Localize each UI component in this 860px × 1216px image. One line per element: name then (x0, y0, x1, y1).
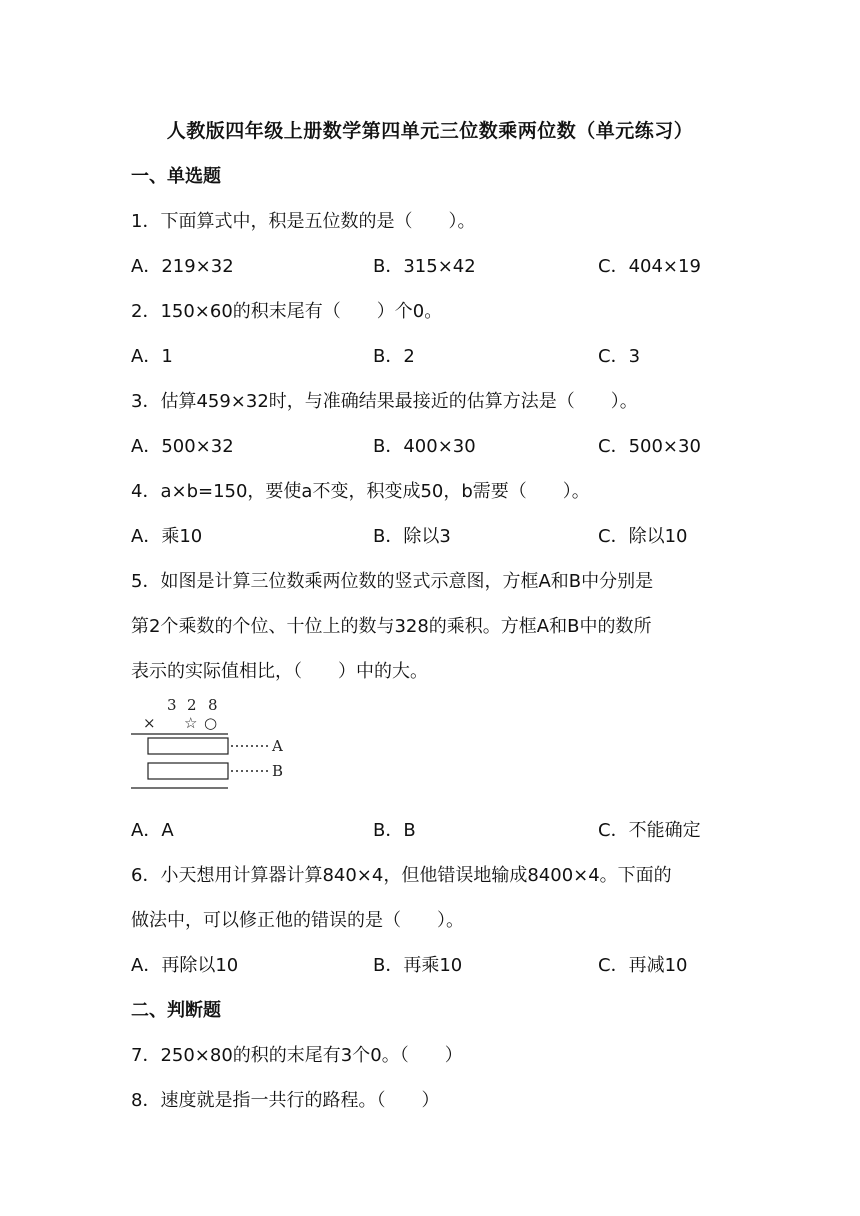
option-a[interactable]: A．219×32 (131, 256, 234, 277)
option-c[interactable]: C．不能确定 (598, 820, 701, 841)
question-6-line-1: 6．小天想用计算器计算840×4，但他错误地输成8400×4。下面的 (131, 865, 672, 886)
digit-2: 2 (187, 696, 197, 714)
option-a[interactable]: A．A (131, 820, 174, 841)
box-b (148, 763, 228, 779)
times-sign: × (143, 714, 156, 732)
option-c[interactable]: C．再减10 (598, 955, 688, 976)
section-heading-single-choice: 一、单选题 (131, 166, 221, 187)
star-icon: ☆ (184, 714, 198, 732)
option-b[interactable]: B．除以3 (373, 526, 451, 547)
question-5-line-3: 表示的实际值相比，（ ）中的大。 (131, 661, 428, 682)
option-a[interactable]: A．1 (131, 346, 173, 367)
question-5-line-1: 5．如图是计算三位数乘两位数的竖式示意图，方框A和B中分别是 (131, 571, 654, 592)
option-b[interactable]: B．B (373, 820, 416, 841)
label-b: B (272, 762, 284, 780)
question-5-line-2: 第2个乘数的个位、十位上的数与328的乘积。方框A和B中的数所 (131, 616, 652, 637)
option-c[interactable]: C．500×30 (598, 436, 701, 457)
question-1: 1．下面算式中，积是五位数的是（ ）。 (131, 211, 476, 232)
question-7: 7．250×80的积的末尾有3个0。（ ） (131, 1045, 463, 1066)
question-6-line-2: 做法中，可以修正他的错误的是（ ）。 (131, 910, 464, 931)
question-4-options (131, 522, 771, 548)
digit-3: 3 (167, 696, 177, 714)
question-6-options (131, 951, 771, 977)
question-8: 8．速度就是指一共行的路程。（ ） (131, 1090, 440, 1111)
box-a (148, 738, 228, 754)
option-c[interactable]: C．3 (598, 346, 641, 367)
option-c[interactable]: C．除以10 (598, 526, 688, 547)
option-a[interactable]: A．500×32 (131, 436, 234, 457)
label-a: A (272, 737, 283, 755)
vertical-multiplication-figure (131, 695, 301, 790)
question-4: 4．a×b=150，要使a不变，积变成50，b需要（ ）。 (131, 481, 590, 502)
question-1-options (131, 252, 771, 278)
option-b[interactable]: B．400×30 (373, 436, 476, 457)
circle-icon: ○ (204, 714, 218, 732)
option-a[interactable]: A．再除以10 (131, 955, 239, 976)
option-a[interactable]: A．乘10 (131, 526, 203, 547)
option-c[interactable]: C．404×19 (598, 256, 701, 277)
option-b[interactable]: B．再乘10 (373, 955, 463, 976)
option-b[interactable]: B．2 (373, 346, 415, 367)
section-heading-true-false: 二、判断题 (131, 1000, 221, 1021)
question-2: 2．150×60的积末尾有（ ）个0。 (131, 301, 443, 322)
page-title: 人教版四年级上册数学第四单元三位数乘两位数（单元练习） (166, 120, 694, 142)
question-3-options (131, 432, 771, 458)
digit-8: 8 (208, 696, 218, 714)
question-2-options (131, 342, 771, 368)
option-b[interactable]: B．315×42 (373, 256, 476, 277)
question-5-options (131, 816, 771, 842)
question-3: 3．估算459×32时，与准确结果最接近的估算方法是（ ）。 (131, 391, 638, 412)
